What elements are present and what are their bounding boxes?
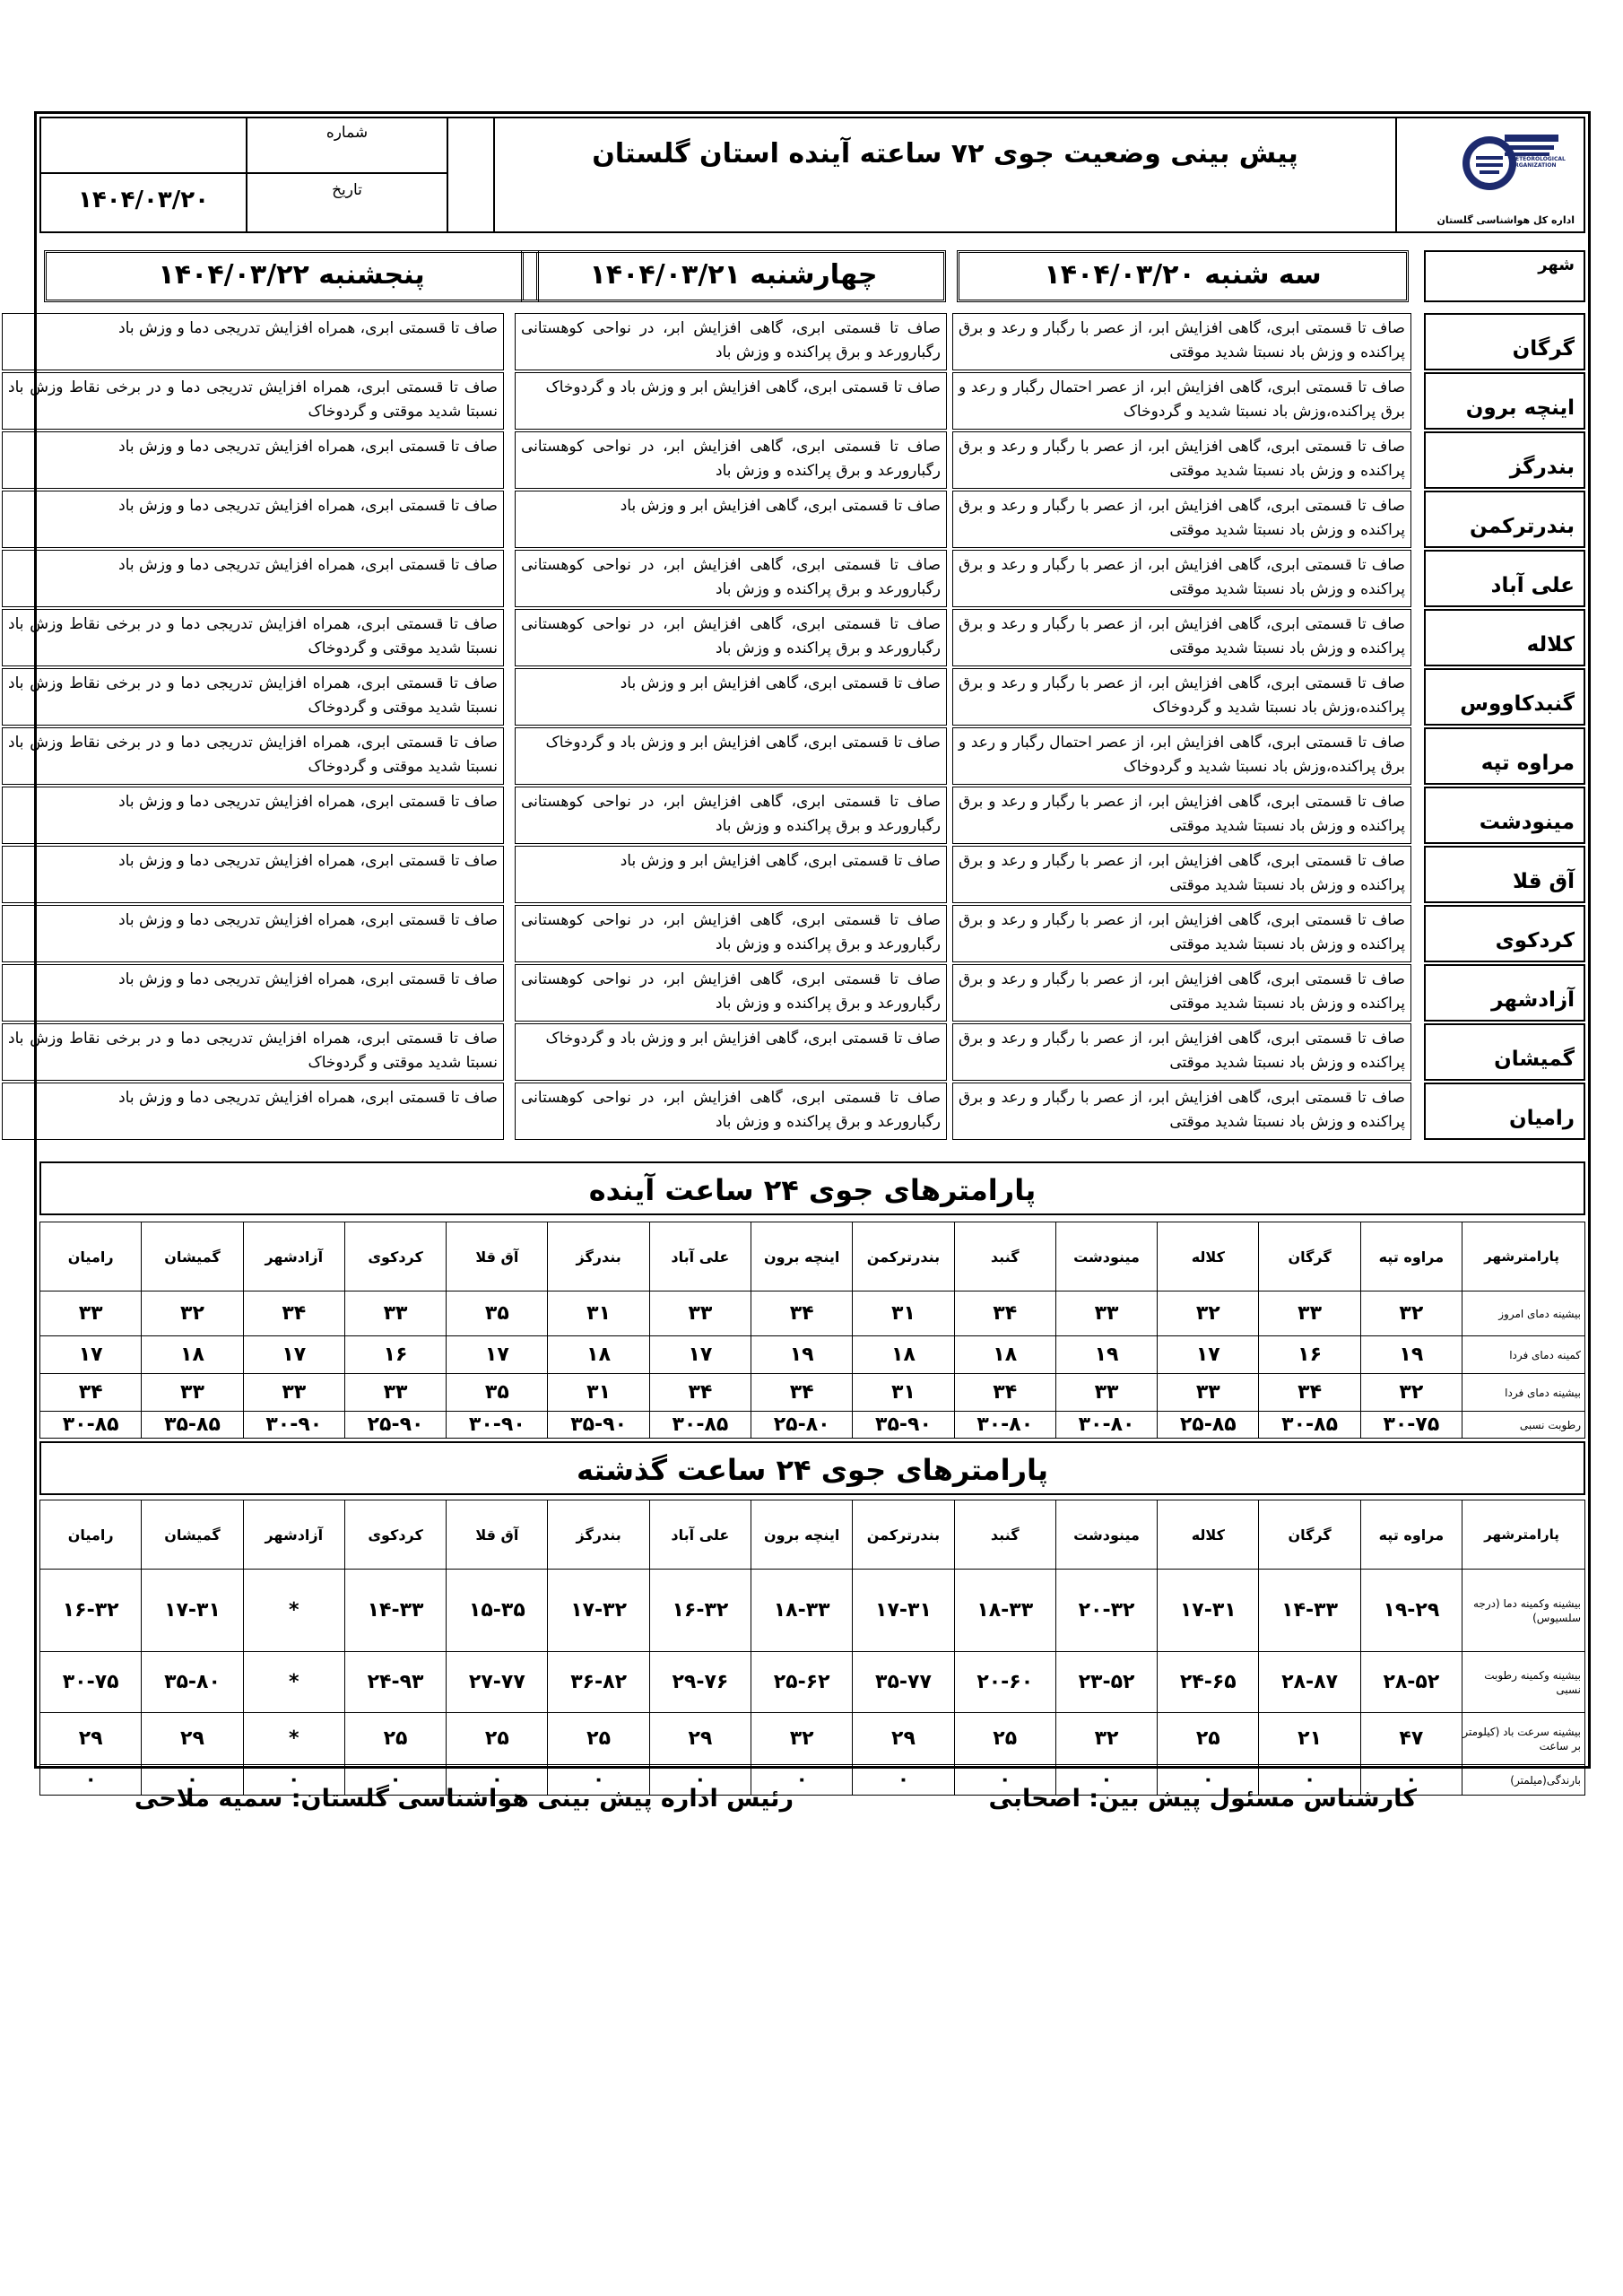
corner-label: پارامترشهر: [1462, 1222, 1585, 1292]
table-cell: ۳۰-۸۵: [1259, 1412, 1360, 1439]
table-cell: ۱۵-۳۵: [447, 1570, 548, 1652]
column-city: بندرترکمن: [853, 1500, 954, 1570]
table-cell: *: [243, 1570, 344, 1652]
column-city: بندرگز: [548, 1500, 649, 1570]
forecast-city-name: مراوه تپه: [1424, 727, 1585, 785]
table-cell: ۳۴: [751, 1292, 853, 1336]
forecast-cell-d1: صاف تا قسمتی ابری، گاهی افزایش ابر، از عصر احتمال رگبار و رعد و برق پراکنده،وزش باد نسبتا شدید و گردوخاک: [952, 372, 1411, 430]
column-city: بندرترکمن: [853, 1222, 954, 1292]
header-meta: [41, 118, 497, 231]
table-cell: ۲۸-۵۲: [1360, 1652, 1462, 1713]
table-cell: ۲۵: [548, 1713, 649, 1765]
forecast-cell-d2: صاف تا قسمتی ابری، گاهی افزایش ابر، در نواحی کوهستانی رگبارورعد و برق پراکنده و وزش باد: [515, 787, 947, 844]
table-cell: ۰: [344, 1765, 446, 1796]
organization-logo: [1395, 118, 1584, 231]
row-label: بارندگی(میلمتر): [1462, 1765, 1585, 1796]
table-cell: ۲۰-۳۲: [1055, 1570, 1157, 1652]
table-cell: ۳۰-۸۵: [649, 1412, 751, 1439]
forecast-cell-d3: صاف تا قسمتی ابری، همراه افزایش تدریجی دما و در برخی نقاط وزش باد نسبتا شدید موقتی و گردوخاک: [2, 727, 504, 785]
table-cell: *: [243, 1652, 344, 1713]
table-cell: ۱۴-۳۳: [1259, 1570, 1360, 1652]
column-city: کلاله: [1158, 1500, 1259, 1570]
meteorological-logo-icon: [1397, 118, 1582, 228]
forecast-cell-d2: صاف تا قسمتی ابری، گاهی افزایش ابر، در نواحی کوهستانی رگبارورعد و برق پراکنده و وزش باد: [515, 1083, 947, 1140]
table-cell: ۲۱: [1259, 1713, 1360, 1765]
table-cell: ۲۹-۷۶: [649, 1652, 751, 1713]
table-cell: ۰: [447, 1765, 548, 1796]
table-cell: ۱۷-۳۱: [142, 1570, 243, 1652]
forecast-city-name: رامیان: [1424, 1083, 1585, 1140]
column-city: علی آباد: [649, 1500, 751, 1570]
table-row: [40, 1652, 1585, 1713]
forecast-cell-d1: صاف تا قسمتی ابری، گاهی افزایش ابر، از عصر با رگبار و رعد و برق پراکنده و وزش باد نسبتا شدید موقتی: [952, 550, 1411, 607]
table-cell: ۲۹: [142, 1713, 243, 1765]
column-city: علی آباد: [649, 1222, 751, 1292]
forecast-cell-d1: صاف تا قسمتی ابری، گاهی افزایش ابر، از عصر با رگبار و رعد و برق پراکنده و وزش باد نسبتا شدید موقتی: [952, 1083, 1411, 1140]
forecast-city-name: علی آباد: [1424, 550, 1585, 607]
table-row: [40, 1412, 1585, 1439]
column-city: کردکوی: [344, 1222, 446, 1292]
table-cell: ۱۹: [1055, 1336, 1157, 1374]
forecast-cell-d3: صاف تا قسمتی ابری، همراه افزایش تدریجی دما و وزش باد: [2, 905, 504, 962]
table-cell: ۱۴-۳۳: [344, 1570, 446, 1652]
column-city: کلاله: [1158, 1222, 1259, 1292]
document-header: [39, 117, 1585, 233]
table-cell: ۰: [1158, 1765, 1259, 1796]
table-cell: ۲۵: [1158, 1713, 1259, 1765]
forecast-cell-d3: صاف تا قسمتی ابری، همراه افزایش تدریجی دما و در برخی نقاط وزش باد نسبتا شدید موقتی و گردوخاک: [2, 1023, 504, 1081]
table-cell: ۳۰-۸۰: [954, 1412, 1055, 1439]
table-cell: ۱۶-۳۲: [649, 1570, 751, 1652]
forecast-cell-d2: صاف تا قسمتی ابری، گاهی افزایش ابر و وزش باد: [515, 668, 947, 726]
table-cell: ۱۷: [447, 1336, 548, 1374]
column-city: مراوه تپه: [1360, 1222, 1462, 1292]
day-header-1: سه شنبه ۱۴۰۴/۰۳/۲۰: [957, 250, 1409, 302]
table-cell: ۲۹: [40, 1713, 142, 1765]
column-city: اینچه برون: [751, 1500, 853, 1570]
table-cell: ۳۳: [1055, 1374, 1157, 1412]
row-label: رطوبت نسبی: [1462, 1412, 1585, 1439]
table-row: [40, 1374, 1585, 1412]
forecast-city-name: گمیشان: [1424, 1023, 1585, 1081]
column-city: گمیشان: [142, 1500, 243, 1570]
forecast-cell-d3: صاف تا قسمتی ابری، همراه افزایش تدریجی دما و وزش باد: [2, 313, 504, 370]
forecast-city-name: آق قلا: [1424, 846, 1585, 903]
column-city: مینودشت: [1055, 1500, 1157, 1570]
table-cell: ۱۷: [1158, 1336, 1259, 1374]
table-cell: ۲۵-۸۰: [751, 1412, 853, 1439]
table-cell: ۲۸-۸۷: [1259, 1652, 1360, 1713]
table-cell: ۳۵-۸۰: [142, 1652, 243, 1713]
column-city: رامیان: [40, 1222, 142, 1292]
forecast-cell-d1: صاف تا قسمتی ابری، گاهی افزایش ابر، از عصر با رگبار و رعد و برق پراکنده و وزش باد نسبتا شدید موقتی: [952, 313, 1411, 370]
forecast-cell-d3: صاف تا قسمتی ابری، همراه افزایش تدریجی دما و در برخی نقاط وزش باد نسبتا شدید موقتی و گردوخاک: [2, 609, 504, 666]
past24-table: [39, 1500, 1585, 1796]
table-cell: ۳۳: [1259, 1292, 1360, 1336]
table-cell: ۳۰-۷۵: [1360, 1412, 1462, 1439]
forecast-city-name: بندرترکمن: [1424, 491, 1585, 548]
table-cell: ۲۴-۹۳: [344, 1652, 446, 1713]
table-cell: ۳۳: [1055, 1292, 1157, 1336]
page-frame: [8, 111, 1591, 1791]
table-cell: ۲۵: [344, 1713, 446, 1765]
table-cell: ۳۴: [751, 1374, 853, 1412]
table-header-row: [40, 1222, 1585, 1292]
table-cell: ۳۰-۸۰: [1055, 1412, 1157, 1439]
forecast-cell-d2: صاف تا قسمتی ابری، گاهی افزایش ابر و وزش باد و گردوخاک: [515, 1023, 947, 1081]
table-cell: ۳۴: [954, 1292, 1055, 1336]
table-cell: ۳۳: [40, 1292, 142, 1336]
column-city: گرگان: [1259, 1500, 1360, 1570]
column-city: گنبد: [954, 1222, 1055, 1292]
table-cell: ۳۶-۸۲: [548, 1652, 649, 1713]
table-cell: ۳۵-۸۵: [142, 1412, 243, 1439]
table-cell: ۱۸: [142, 1336, 243, 1374]
forecast-cell-d2: صاف تا قسمتی ابری، گاهی افزایش ابر و وزش باد و گردوخاک: [515, 372, 947, 430]
table-cell: ۰: [40, 1765, 142, 1796]
city-column-header: شهر: [1424, 250, 1585, 302]
table-cell: ۱۸-۳۳: [751, 1570, 853, 1652]
forecast-cell-d3: صاف تا قسمتی ابری، همراه افزایش تدریجی دما و وزش باد: [2, 1083, 504, 1140]
forecast-cell-d2: صاف تا قسمتی ابری، گاهی افزایش ابر و وزش باد: [515, 491, 947, 548]
column-city: آزادشهر: [243, 1500, 344, 1570]
table-cell: ۳۰-۷۵: [40, 1652, 142, 1713]
table-cell: ۳۵-۷۷: [853, 1652, 954, 1713]
row-label: بیشینه دمای امروز: [1462, 1292, 1585, 1336]
table-cell: ۲۰-۶۰: [954, 1652, 1055, 1713]
forecast-cell-d2: صاف تا قسمتی ابری، گاهی افزایش ابر، در نواحی کوهستانی رگبارورعد و برق پراکنده و وزش باد: [515, 609, 947, 666]
table-cell: ۳۰-۹۰: [447, 1412, 548, 1439]
table-cell: ۰: [751, 1765, 853, 1796]
forecast-cell-d3: صاف تا قسمتی ابری، همراه افزایش تدریجی دما و در برخی نقاط وزش باد نسبتا شدید موقتی و گردوخاک: [2, 668, 504, 726]
forecast-cell-d1: صاف تا قسمتی ابری، گاهی افزایش ابر، از عصر با رگبار و رعد و برق پراکنده و وزش باد نسبتا شدید موقتی: [952, 609, 1411, 666]
table-cell: ۳۲: [751, 1713, 853, 1765]
table-cell: ۳۴: [649, 1374, 751, 1412]
table-cell: ۱۷-۳۱: [853, 1570, 954, 1652]
date-label: تاریخ: [247, 174, 448, 231]
logo-text: METEOROLOGICAL ORGANIZATION: [1510, 156, 1566, 169]
table-cell: ۳۴: [243, 1292, 344, 1336]
table-cell: ۱۷-۳۱: [1158, 1570, 1259, 1652]
table-cell: ۳۱: [548, 1374, 649, 1412]
column-city: گمیشان: [142, 1222, 243, 1292]
forecast-city-name: آزادشهر: [1424, 964, 1585, 1022]
column-city: کردکوی: [344, 1500, 446, 1570]
table-cell: ۳۳: [142, 1374, 243, 1412]
table-cell: ۳۵: [447, 1292, 548, 1336]
table-cell: ۴۷: [1360, 1713, 1462, 1765]
table-cell: ۱۸-۳۳: [954, 1570, 1055, 1652]
table-cell: ۳۴: [40, 1374, 142, 1412]
table-cell: ۱۸: [853, 1336, 954, 1374]
forecast-cell-d3: صاف تا قسمتی ابری، همراه افزایش تدریجی دما و وزش باد: [2, 964, 504, 1022]
forecast-cell-d1: صاف تا قسمتی ابری، گاهی افزایش ابر، از عصر با رگبار و رعد و برق پراکنده و وزش باد نسبتا شدید موقتی: [952, 787, 1411, 844]
table-cell: ۰: [1259, 1765, 1360, 1796]
table-cell: ۲۵: [954, 1713, 1055, 1765]
table-cell: ۳۱: [853, 1374, 954, 1412]
table-cell: ۳۰-۸۵: [40, 1412, 142, 1439]
forecast-cell-d2: صاف تا قسمتی ابری، گاهی افزایش ابر، در نواحی کوهستانی رگبارورعد و برق پراکنده و وزش باد: [515, 431, 947, 489]
forecast-cell-d2: صاف تا قسمتی ابری، گاهی افزایش ابر، در نواحی کوهستانی رگبارورعد و برق پراکنده و وزش باد: [515, 550, 947, 607]
forecast-city-name: گنبدکاووس: [1424, 668, 1585, 726]
forecast-cell-d3: صاف تا قسمتی ابری، همراه افزایش تدریجی دما و در برخی نقاط وزش باد نسبتا شدید موقتی و گردوخاک: [2, 372, 504, 430]
forecast-city-name: کلاله: [1424, 609, 1585, 666]
table-cell: ۲۹: [853, 1713, 954, 1765]
column-city: بندرگز: [548, 1222, 649, 1292]
table-cell: ۱۸: [548, 1336, 649, 1374]
column-city: مراوه تپه: [1360, 1500, 1462, 1570]
forecast-cell-d1: صاف تا قسمتی ابری، گاهی افزایش ابر، از عصر با رگبار و رعد و برق پراکنده،وزش باد نسبتا شدید و گردوخاک: [952, 668, 1411, 726]
forecast-cell-d1: صاف تا قسمتی ابری، گاهی افزایش ابر، از عصر با رگبار و رعد و برق پراکنده و وزش باد نسبتا شدید موقتی: [952, 1023, 1411, 1081]
table-cell: ۱۶: [1259, 1336, 1360, 1374]
column-city: اینچه برون: [751, 1222, 853, 1292]
row-label: بیشینه وکمینه رطوبت نسبی: [1462, 1652, 1585, 1713]
row-label: بیشینه سرعت باد (کیلومتر بر ساعت: [1462, 1713, 1585, 1765]
column-city: رامیان: [40, 1500, 142, 1570]
table-cell: ۱۷: [649, 1336, 751, 1374]
table-cell: ۳۴: [1259, 1374, 1360, 1412]
number-label: شماره: [247, 118, 448, 174]
table-cell: ۳۳: [243, 1374, 344, 1412]
table-row: [40, 1292, 1585, 1336]
table-cell: ۱۹: [1360, 1336, 1462, 1374]
forecast-city-name: گرگان: [1424, 313, 1585, 370]
date-value: ۱۴۰۴/۰۳/۲۰: [41, 174, 247, 231]
table-cell: ۱۷-۳۲: [548, 1570, 649, 1652]
next24-title: پارامترهای جوی ۲۴ ساعت آینده: [39, 1161, 1585, 1215]
table-cell: ۳۲: [142, 1292, 243, 1336]
table-cell: ۱۷: [243, 1336, 344, 1374]
table-header-row: [40, 1500, 1585, 1570]
forecast-cell-d1: صاف تا قسمتی ابری، گاهی افزایش ابر، از عصر با رگبار و رعد و برق پراکنده و وزش باد نسبتا شدید موقتی: [952, 431, 1411, 489]
table-cell: ۲۵-۶۲: [751, 1652, 853, 1713]
forecast-grid: [8, 311, 1585, 1136]
forecast-cell-d1: صاف تا قسمتی ابری، گاهی افزایش ابر، از عصر با رگبار و رعد و برق پراکنده و وزش باد نسبتا شدید موقتی: [952, 491, 1411, 548]
table-cell: ۳۵-۹۰: [548, 1412, 649, 1439]
head-signature: رئیس اداره پیش بینی هواشناسی گلستان: سمیه ملاحی: [134, 1785, 794, 1813]
forecast-cell-d3: صاف تا قسمتی ابری، همراه افزایش تدریجی دما و وزش باد: [2, 550, 504, 607]
column-city: آق قلا: [447, 1500, 548, 1570]
forecaster-signature: کارشناس مسئول پیش بین: اصحابی: [988, 1785, 1417, 1813]
next24-table: [39, 1222, 1585, 1439]
table-cell: ۳۳: [1158, 1374, 1259, 1412]
table-cell: ۳۲: [1055, 1713, 1157, 1765]
forecast-cell-d2: صاف تا قسمتی ابری، گاهی افزایش ابر و وزش باد و گردوخاک: [515, 727, 947, 785]
table-cell: ۳۳: [344, 1292, 446, 1336]
table-cell: ۱۶: [344, 1336, 446, 1374]
table-cell: ۳۱: [548, 1292, 649, 1336]
column-city: گنبد: [954, 1500, 1055, 1570]
table-cell: ۰: [548, 1765, 649, 1796]
forecast-cell-d2: صاف تا قسمتی ابری، گاهی افزایش ابر و وزش باد: [515, 846, 947, 903]
logo-caption: اداره کل هواشناسی گلستان: [1436, 214, 1575, 226]
day-header-3: پنجشنبه ۱۴۰۴/۰۳/۲۲: [44, 250, 539, 302]
past24-title: پارامترهای جوی ۲۴ ساعت گذشته: [39, 1441, 1585, 1495]
table-cell: ۲۵-۹۰: [344, 1412, 446, 1439]
row-label: کمینه دمای فردا: [1462, 1336, 1585, 1374]
table-cell: ۱۹: [751, 1336, 853, 1374]
column-city: گرگان: [1259, 1222, 1360, 1292]
table-cell: ۰: [142, 1765, 243, 1796]
forecast-cell-d2: صاف تا قسمتی ابری، گاهی افزایش ابر، در نواحی کوهستانی رگبارورعد و برق پراکنده و وزش باد: [515, 964, 947, 1022]
table-cell: ۱۷: [40, 1336, 142, 1374]
forecast-cell-d1: صاف تا قسمتی ابری، گاهی افزایش ابر، از عصر با رگبار و رعد و برق پراکنده و وزش باد نسبتا شدید موقتی: [952, 964, 1411, 1022]
table-cell: ۳۳: [344, 1374, 446, 1412]
table-cell: ۲۵-۸۵: [1158, 1412, 1259, 1439]
table-cell: ۰: [649, 1765, 751, 1796]
table-cell: ۰: [853, 1765, 954, 1796]
forecast-cell-d3: صاف تا قسمتی ابری، همراه افزایش تدریجی دما و وزش باد: [2, 431, 504, 489]
table-cell: *: [243, 1713, 344, 1765]
table-cell: ۳۳: [649, 1292, 751, 1336]
table-cell: ۲۷-۷۷: [447, 1652, 548, 1713]
table-cell: ۲۹: [649, 1713, 751, 1765]
forecast-cell-d3: صاف تا قسمتی ابری، همراه افزایش تدریجی دما و وزش باد: [2, 846, 504, 903]
table-cell: ۱۸: [954, 1336, 1055, 1374]
table-row: [40, 1336, 1585, 1374]
page-title: پیش بینی وضعیت جوی ۷۲ ساعته آینده استان گلستان: [493, 118, 1395, 231]
table-cell: ۰: [243, 1765, 344, 1796]
table-cell: ۰: [1055, 1765, 1157, 1796]
table-cell: ۳۲: [1360, 1292, 1462, 1336]
table-cell: ۳۰-۹۰: [243, 1412, 344, 1439]
table-cell: ۳۵: [447, 1374, 548, 1412]
forecast-city-name: مینودشت: [1424, 787, 1585, 844]
forecast-city-name: بندرگز: [1424, 431, 1585, 489]
forecast-cell-d1: صاف تا قسمتی ابری، گاهی افزایش ابر، از عصر با رگبار و رعد و برق پراکنده و وزش باد نسبتا شدید موقتی: [952, 846, 1411, 903]
number-value: [41, 118, 247, 174]
table-cell: ۰: [954, 1765, 1055, 1796]
forecast-cell-d1: صاف تا قسمتی ابری، گاهی افزایش ابر، از عصر با رگبار و رعد و برق پراکنده و وزش باد نسبتا شدید موقتی: [952, 905, 1411, 962]
column-city: آق قلا: [447, 1222, 548, 1292]
forecast-cell-d3: صاف تا قسمتی ابری، همراه افزایش تدریجی دما و وزش باد: [2, 491, 504, 548]
table-cell: ۱۹-۲۹: [1360, 1570, 1462, 1652]
forecast-city-name: کردکوی: [1424, 905, 1585, 962]
table-cell: ۲۵: [447, 1713, 548, 1765]
forecast-city-name: اینچه برون: [1424, 372, 1585, 430]
table-row: [40, 1570, 1585, 1652]
table-cell: ۳۲: [1360, 1374, 1462, 1412]
table-cell: ۳۲: [1158, 1292, 1259, 1336]
table-cell: ۲۳-۵۲: [1055, 1652, 1157, 1713]
row-label: بیشینه وکمینه دما (درجه سلسیوس): [1462, 1570, 1585, 1652]
forecast-cell-d2: صاف تا قسمتی ابری، گاهی افزایش ابر، در نواحی کوهستانی رگبارورعد و برق پراکنده و وزش باد: [515, 905, 947, 962]
table-cell: ۳۴: [954, 1374, 1055, 1412]
table-cell: ۲۴-۶۵: [1158, 1652, 1259, 1713]
forecast-cell-d1: صاف تا قسمتی ابری، گاهی افزایش ابر، از عصر احتمال رگبار و رعد و برق پراکنده،وزش باد نسبتا شدید و گردوخاک: [952, 727, 1411, 785]
column-city: آزادشهر: [243, 1222, 344, 1292]
corner-label: پارامترشهر: [1462, 1500, 1585, 1570]
table-cell: ۳۱: [853, 1292, 954, 1336]
row-label: بیشینه دمای فردا: [1462, 1374, 1585, 1412]
column-city: مینودشت: [1055, 1222, 1157, 1292]
forecast-cell-d3: صاف تا قسمتی ابری، همراه افزایش تدریجی دما و وزش باد: [2, 787, 504, 844]
table-cell: ۱۶-۳۲: [40, 1570, 142, 1652]
table-row: [40, 1713, 1585, 1765]
table-cell: ۳۵-۹۰: [853, 1412, 954, 1439]
forecast-cell-d2: صاف تا قسمتی ابری، گاهی افزایش ابر، در نواحی کوهستانی رگبارورعد و برق پراکنده و وزش باد: [515, 313, 947, 370]
day-header-2: چهارشنبه ۱۴۰۴/۰۳/۲۱: [521, 250, 946, 302]
table-cell: ۰: [1360, 1765, 1462, 1796]
